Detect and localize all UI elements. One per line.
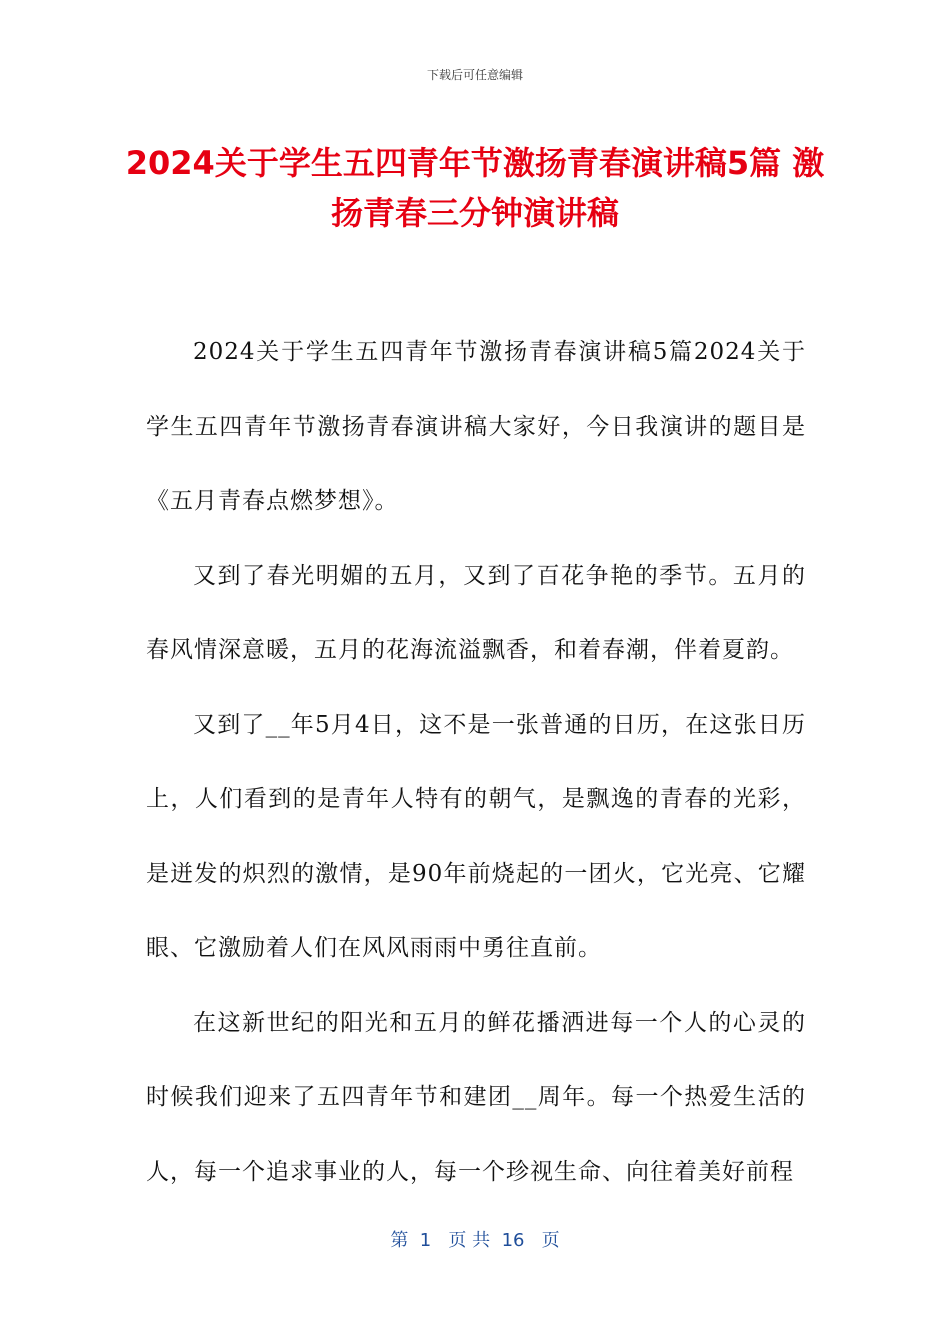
page-header-note: 下载后可任意编辑: [426, 68, 523, 82]
paragraph: 又到了春光明媚的五月，又到了百花争艳的季节。五月的春风情深意暖，五月的花海流溢飘香，和着春潮，伴着夏韵。: [146, 562, 806, 663]
document-body: [146, 315, 806, 1209]
document-title: 2024关于学生五四青年节激扬青春演讲稿5篇 激扬青春三分钟演讲稿: [125, 144, 825, 232]
page-number-footer: 第 1 页 共 16 页: [390, 1230, 560, 1251]
paragraph: 又到了__年5月4日，这不是一张普通的日历，在这张日历上，人们看到的是青年人特有的朝气，是飘逸的青春的光彩，是迸发的炽烈的激情，是90年前烧起的一团火，它光亮、它耀眼、它激励着人们在风风雨雨中勇往直前。: [146, 711, 806, 961]
paragraph: 在这新世纪的阳光和五月的鲜花播洒进每一个人的心灵的时候我们迎来了五四青年节和建团__周年。每一个热爱生活的人，每一个追求事业的人，每一个珍视生命、向往着美好前程: [146, 1009, 806, 1185]
paragraph: 2024关于学生五四青年节激扬青春演讲稿5篇2024关于学生五四青年节激扬青春演讲稿大家好，今日我演讲的题目是《五月青春点燃梦想》。: [146, 339, 806, 514]
